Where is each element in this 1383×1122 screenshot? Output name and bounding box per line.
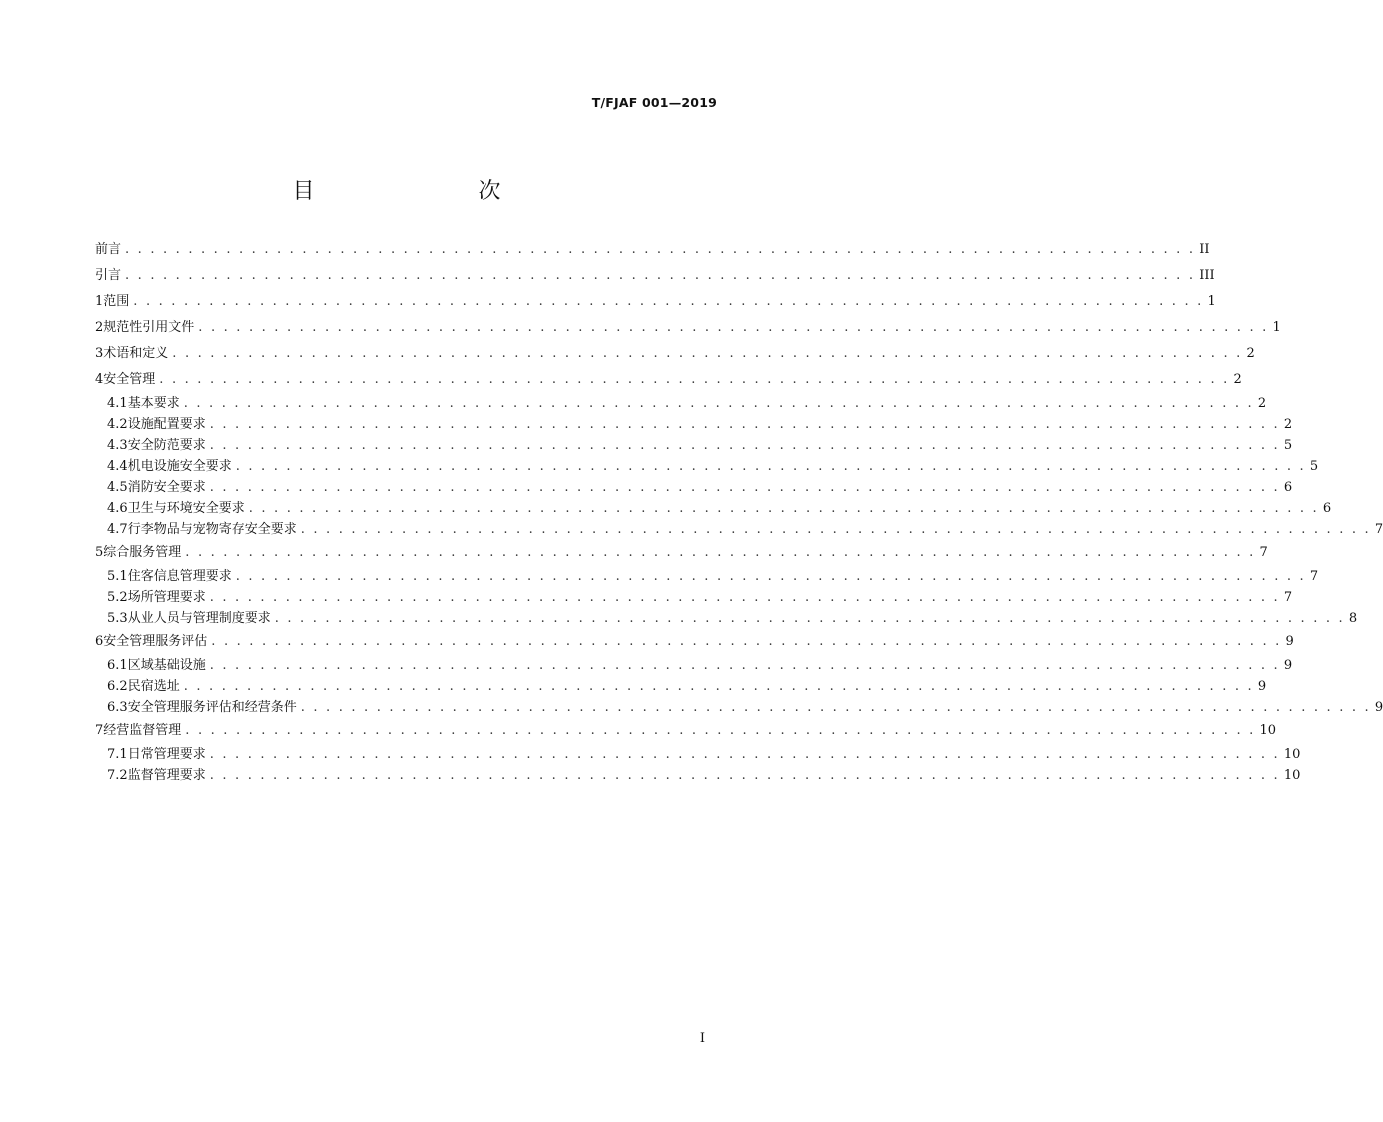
toc-entry-number: 5.3 — [107, 611, 128, 626]
toc-entry-number: 4.7 — [107, 522, 128, 537]
toc-entry-number: 4 — [95, 372, 104, 387]
toc-leader-dots: . . . . . . . . . . . . . . . . . . . . . . . . . . . . . . . . . . . . . . . . . . . . . . . . . . . . . . . . . . . . . . . . . . . . . . . . . . . . . . . . . . . . . — [209, 768, 1280, 783]
toc-entry-number: 2 — [95, 320, 104, 335]
toc-entry-number: 6 — [95, 634, 104, 649]
toc-entry[interactable] — [95, 414, 1293, 435]
toc-leader-dots: . . . . . . . . . . . . . . . . . . . . . . . . . . . . . . . . . . . . . . . . . . . . . . . . . . . . . . . . . . . . . . . . . . . . . . . . . . . . . . . . . . . . . — [172, 346, 1243, 361]
toc-entry-label: 设施配置要求 — [127, 417, 206, 432]
toc-entry[interactable] — [95, 435, 1293, 456]
toc-entry-label: 经营监督管理 — [103, 723, 182, 738]
toc-entry-page: 2 — [1257, 396, 1267, 411]
toc-entry-label: 规范性引用文件 — [103, 320, 195, 335]
toc-entry-number: 4.5 — [107, 480, 128, 495]
toc-entry-page: III — [1199, 268, 1215, 283]
toc-leader-dots: . . . . . . . . . . . . . . . . . . . . . . . . . . . . . . . . . . . . . . . . . . . . . . . . . . . . . . . . . . . . . . . . . . . . . . . . . . . . . . . . . . . . . — [125, 242, 1196, 257]
toc-entry[interactable] — [95, 289, 1216, 315]
toc-leader-dots: . . . . . . . . . . . . . . . . . . . . . . . . . . . . . . . . . . . . . . . . . . . . . . . . . . . . . . . . . . . . . . . . . . . . . . . . . . . . . . . . . . . . . — [183, 396, 1254, 411]
toc-leader-dots: . . . . . . . . . . . . . . . . . . . . . . . . . . . . . . . . . . . . . . . . . . . . . . . . . . . . . . . . . . . . . . . . . . . . . . . . . . . . . . . . . . . . . — [209, 658, 1280, 673]
toc-entry[interactable] — [95, 315, 1281, 341]
toc-entry-page: 6 — [1322, 501, 1332, 516]
toc-entry-label: 安全管理服务评估 — [103, 634, 208, 649]
toc-entry-label: 日常管理要求 — [127, 747, 206, 762]
toc-entry-number: 6.2 — [107, 679, 128, 694]
toc-leader-dots: . . . . . . . . . . . . . . . . . . . . . . . . . . . . . . . . . . . . . . . . . . . . . . . . . . . . . . . . . . . . . . . . . . . . . . . . . . . . . . . . . . . . . — [209, 417, 1280, 432]
toc-leader-dots: . . . . . . . . . . . . . . . . . . . . . . . . . . . . . . . . . . . . . . . . . . . . . . . . . . . . . . . . . . . . . . . . . . . . . . . . . . . . . . . . . . . . . — [300, 522, 1371, 537]
toc-entry-label: 民宿选址 — [127, 679, 180, 694]
toc-leader-dots: . . . . . . . . . . . . . . . . . . . . . . . . . . . . . . . . . . . . . . . . . . . . . . . . . . . . . . . . . . . . . . . . . . . . . . . . . . . . . . . . . . . . . — [185, 545, 1256, 560]
toc-entry-number: 4.6 — [107, 501, 128, 516]
toc-entry-page: 5 — [1309, 459, 1319, 474]
toc-leader-dots: . . . . . . . . . . . . . . . . . . . . . . . . . . . . . . . . . . . . . . . . . . . . . . . . . . . . . . . . . . . . . . . . . . . . . . . . . . . . . . . . . . . . . — [209, 747, 1280, 762]
toc-leader-dots: . . . . . . . . . . . . . . . . . . . . . . . . . . . . . . . . . . . . . . . . . . . . . . . . . . . . . . . . . . . . . . . . . . . . . . . . . . . . . . . . . . . . . — [209, 590, 1280, 605]
toc-leader-dots: . . . . . . . . . . . . . . . . . . . . . . . . . . . . . . . . . . . . . . . . . . . . . . . . . . . . . . . . . . . . . . . . . . . . . . . . . . . . . . . . . . . . . — [185, 723, 1256, 738]
toc-leader-dots: . . . . . . . . . . . . . . . . . . . . . . . . . . . . . . . . . . . . . . . . . . . . . . . . . . . . . . . . . . . . . . . . . . . . . . . . . . . . . . . . . . . . . — [211, 634, 1282, 649]
table-of-contents — [95, 237, 1383, 786]
toc-entry[interactable] — [95, 540, 1268, 566]
toc-entry-label: 前言 — [95, 242, 122, 257]
toc-entry-page: 5 — [1283, 438, 1293, 453]
toc-leader-dots: . . . . . . . . . . . . . . . . . . . . . . . . . . . . . . . . . . . . . . . . . . . . . . . . . . . . . . . . . . . . . . . . . . . . . . . . . . . . . . . . . . . . . — [209, 438, 1280, 453]
toc-entry-number: 4.4 — [107, 459, 128, 474]
toc-entry-label: 机电设施安全要求 — [127, 459, 232, 474]
toc-entry-label: 卫生与环境安全要求 — [127, 501, 245, 516]
toc-entry-label: 安全防范要求 — [127, 438, 206, 453]
toc-entry-number: 7 — [95, 723, 104, 738]
toc-entry[interactable] — [95, 744, 1301, 765]
page-title: 目 次 — [292, 179, 541, 204]
toc-entry-label: 住客信息管理要求 — [127, 569, 232, 584]
toc-leader-dots: . . . . . . . . . . . . . . . . . . . . . . . . . . . . . . . . . . . . . . . . . . . . . . . . . . . . . . . . . . . . . . . . . . . . . . . . . . . . . . . . . . . . . — [159, 372, 1230, 387]
toc-entry-number: 4.3 — [107, 438, 128, 453]
toc-entry-label: 术语和定义 — [103, 346, 169, 361]
toc-entry[interactable] — [95, 765, 1301, 786]
toc-leader-dots: . . . . . . . . . . . . . . . . . . . . . . . . . . . . . . . . . . . . . . . . . . . . . . . . . . . . . . . . . . . . . . . . . . . . . . . . . . . . . . . . . . . . . — [235, 459, 1306, 474]
toc-entry-page: 9 — [1257, 679, 1267, 694]
toc-leader-dots: . . . . . . . . . . . . . . . . . . . . . . . . . . . . . . . . . . . . . . . . . . . . . . . . . . . . . . . . . . . . . . . . . . . . . . . . . . . . . . . . . . . . . — [198, 320, 1269, 335]
toc-entry-label: 基本要求 — [127, 396, 180, 411]
toc-entry-page: 7 — [1259, 545, 1268, 560]
standard-code: T/FJAF 001—2019 — [591, 95, 717, 110]
toc-leader-dots: . . . . . . . . . . . . . . . . . . . . . . . . . . . . . . . . . . . . . . . . . . . . . . . . . . . . . . . . . . . . . . . . . . . . . . . . . . . . . . . . . . . . . — [125, 268, 1196, 283]
toc-entry-number: 5 — [95, 545, 104, 560]
toc-entry-page: II — [1199, 242, 1210, 257]
toc-entry-label: 场所管理要求 — [127, 590, 206, 605]
toc-entry-page: 7 — [1283, 590, 1293, 605]
toc-entry-page: 10 — [1283, 768, 1301, 783]
toc-entry-page: 9 — [1374, 700, 1383, 715]
toc-entry-label: 引言 — [95, 268, 122, 283]
toc-entry-page: 6 — [1283, 480, 1293, 495]
toc-entry[interactable] — [95, 676, 1267, 697]
toc-leader-dots: . . . . . . . . . . . . . . . . . . . . . . . . . . . . . . . . . . . . . . . . . . . . . . . . . . . . . . . . . . . . . . . . . . . . . . . . . . . . . . . . . . . . . — [183, 679, 1254, 694]
toc-entry-number: 4.2 — [107, 417, 128, 432]
toc-entry-number: 6.3 — [107, 700, 128, 715]
toc-entry-label: 行李物品与宠物寄存安全要求 — [127, 522, 297, 537]
toc-entry-label: 安全管理服务评估和经营条件 — [127, 700, 297, 715]
toc-leader-dots: . . . . . . . . . . . . . . . . . . . . . . . . . . . . . . . . . . . . . . . . . . . . . . . . . . . . . . . . . . . . . . . . . . . . . . . . . . . . . . . . . . . . . — [274, 611, 1345, 626]
toc-leader-dots: . . . . . . . . . . . . . . . . . . . . . . . . . . . . . . . . . . . . . . . . . . . . . . . . . . . . . . . . . . . . . . . . . . . . . . . . . . . . . . . . . . . . . — [133, 294, 1204, 309]
toc-entry[interactable] — [95, 456, 1319, 477]
toc-entry-number: 4.1 — [107, 396, 128, 411]
toc-entry-number: 3 — [95, 346, 104, 361]
toc-entry-label: 范围 — [103, 294, 130, 309]
toc-entry-number: 6.1 — [107, 658, 128, 673]
toc-entry[interactable] — [95, 566, 1319, 587]
toc-entry-number: 1 — [95, 294, 104, 309]
toc-entry-page: 2 — [1233, 372, 1242, 387]
toc-leader-dots: . . . . . . . . . . . . . . . . . . . . . . . . . . . . . . . . . . . . . . . . . . . . . . . . . . . . . . . . . . . . . . . . . . . . . . . . . . . . . . . . . . . . . — [248, 501, 1319, 516]
toc-leader-dots: . . . . . . . . . . . . . . . . . . . . . . . . . . . . . . . . . . . . . . . . . . . . . . . . . . . . . . . . . . . . . . . . . . . . . . . . . . . . . . . . . . . . . — [300, 700, 1371, 715]
toc-entry-page: 7 — [1374, 522, 1383, 537]
toc-entry[interactable] — [95, 341, 1255, 367]
toc-entry-page: 2 — [1283, 417, 1293, 432]
toc-entry-label: 消防安全要求 — [127, 480, 206, 495]
toc-entry[interactable] — [95, 629, 1294, 655]
toc-entry[interactable] — [95, 655, 1293, 676]
toc-entry[interactable] — [95, 498, 1332, 519]
toc-entry-page: 7 — [1309, 569, 1319, 584]
toc-entry-number: 5.1 — [107, 569, 128, 584]
toc-entry[interactable] — [95, 608, 1358, 629]
toc-entry-page: 10 — [1283, 747, 1301, 762]
toc-entry-page: 1 — [1272, 320, 1281, 335]
toc-leader-dots: . . . . . . . . . . . . . . . . . . . . . . . . . . . . . . . . . . . . . . . . . . . . . . . . . . . . . . . . . . . . . . . . . . . . . . . . . . . . . . . . . . . . . — [235, 569, 1306, 584]
toc-entry[interactable] — [95, 519, 1383, 540]
toc-entry-label: 安全管理 — [103, 372, 156, 387]
toc-entry-label: 综合服务管理 — [103, 545, 182, 560]
toc-entry-label: 监督管理要求 — [127, 768, 206, 783]
toc-entry[interactable] — [95, 718, 1277, 744]
toc-entry[interactable] — [95, 237, 1210, 263]
toc-entry-page: 10 — [1259, 723, 1277, 738]
toc-entry-page: 9 — [1285, 634, 1294, 649]
toc-entry[interactable] — [95, 587, 1293, 608]
toc-entry[interactable] — [95, 263, 1215, 289]
page-number: I — [699, 1031, 705, 1046]
toc-entry-label: 区域基础设施 — [127, 658, 206, 673]
toc-entry[interactable] — [95, 477, 1293, 498]
toc-entry-page: 2 — [1246, 346, 1255, 361]
toc-entry-label: 从业人员与管理制度要求 — [127, 611, 271, 626]
toc-entry-number: 7.2 — [107, 768, 128, 783]
toc-entry-page: 9 — [1283, 658, 1293, 673]
toc-entry-number: 5.2 — [107, 590, 128, 605]
toc-entry-page: 8 — [1348, 611, 1358, 626]
toc-entry-page: 1 — [1207, 294, 1216, 309]
toc-entry[interactable] — [95, 393, 1267, 414]
toc-leader-dots: . . . . . . . . . . . . . . . . . . . . . . . . . . . . . . . . . . . . . . . . . . . . . . . . . . . . . . . . . . . . . . . . . . . . . . . . . . . . . . . . . . . . . — [209, 480, 1280, 495]
toc-entry-number: 7.1 — [107, 747, 128, 762]
toc-entry[interactable] — [95, 367, 1242, 393]
toc-entry[interactable] — [95, 697, 1383, 718]
